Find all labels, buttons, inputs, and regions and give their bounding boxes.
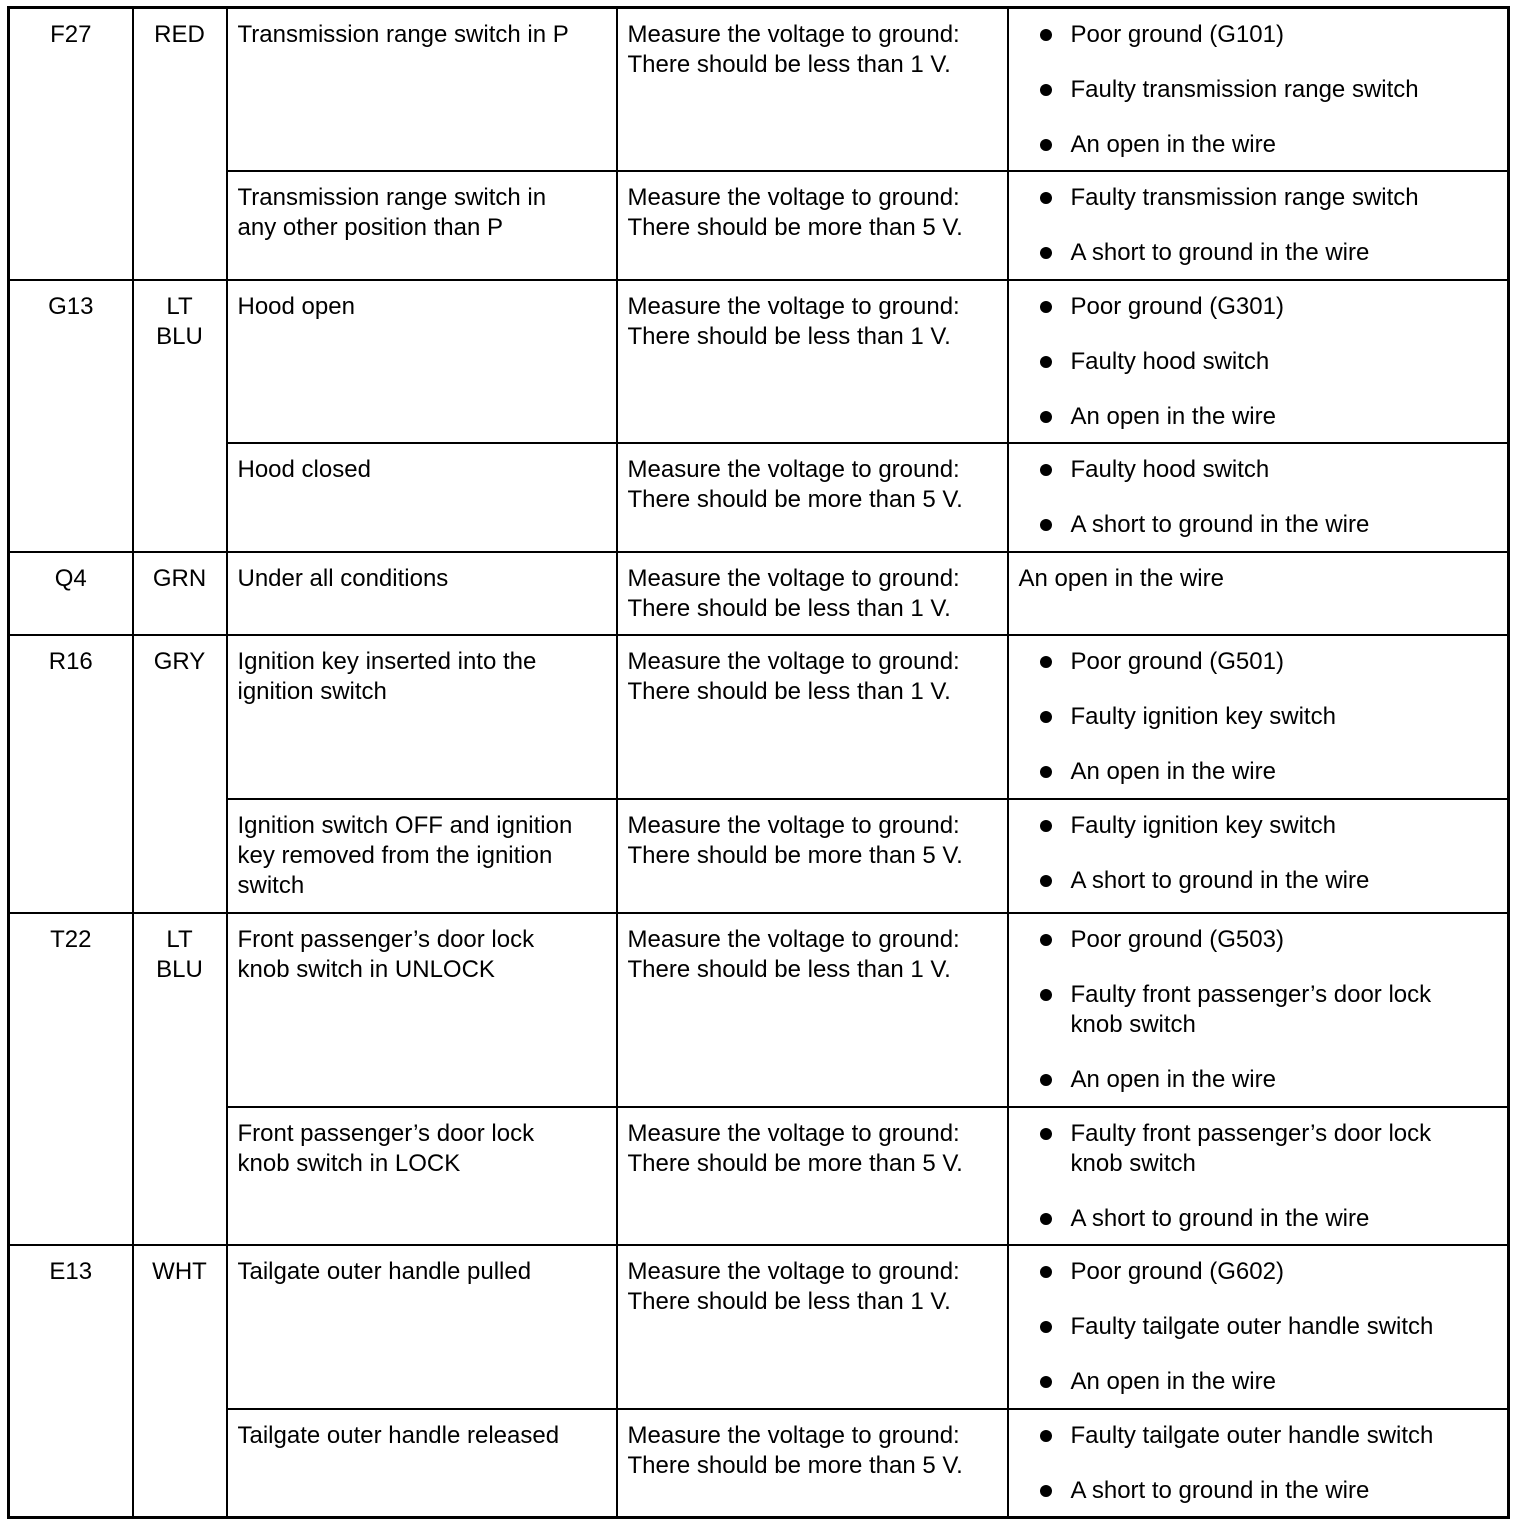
cause-text: A short to ground in the wire [1070,1476,1370,1504]
cause-item [1019,647,1498,677]
condition-text: Hood closed [237,455,371,483]
test-spec-cell [617,913,1008,1107]
cause-item [1019,402,1498,432]
condition-text: ignition switch [237,677,387,705]
terminal-cell [9,8,133,280]
test-spec-cell [617,443,1008,552]
condition-text: Tailgate outer handle pulled [237,1257,532,1285]
cause-text: An open in the wire [1070,1367,1276,1395]
cause-text: A short to ground in the wire [1070,238,1370,266]
bullet-icon [1040,766,1052,778]
cause-text: Faulty transmission range switch [1070,76,1419,103]
cause-item [1019,455,1498,485]
bullet-icon [1040,1266,1052,1278]
condition-text: Transmission range switch in P [237,21,569,48]
cause-text: Faulty transmission range switch [1070,183,1419,211]
possible-cause-cell [1008,635,1509,799]
table-row [9,171,1509,280]
test-spec-text: There should be less than 1 V. [627,1287,951,1315]
bullet-icon [1040,1213,1052,1225]
condition-cell [227,913,617,1107]
cause-item [1019,20,1498,50]
bullet-icon [1040,464,1052,476]
possible-cause-cell [1008,1245,1509,1409]
bullet-icon [1040,192,1052,204]
test-spec-text: There should be less than 1 V. [627,594,951,622]
wire-color-text: GRY [153,647,206,675]
table-row [9,913,1509,1107]
cause-item [1019,1312,1498,1342]
cause-item [1019,702,1498,732]
test-spec-cell [617,280,1008,443]
cause-item [1019,183,1498,213]
bullet-icon [1040,1128,1052,1140]
cause-text: A short to ground in the wire [1070,1204,1370,1232]
terminal-inspection-table [7,6,1510,1519]
test-spec-cell [617,1409,1008,1518]
table-row [9,799,1509,913]
test-spec-cell [617,1245,1008,1409]
terminal-cell [9,635,133,913]
test-spec-cell [617,171,1008,280]
table-row [9,8,1509,171]
test-spec-cell [617,799,1008,913]
condition-text: switch [237,871,305,899]
table-row [9,1107,1509,1245]
bullet-icon [1040,1074,1052,1086]
cause-item [1019,925,1498,955]
condition-cell [227,1245,617,1409]
cause-item [1019,347,1498,377]
cause-text: An open in the wire [1018,564,1224,592]
test-spec-cell [617,635,1008,799]
test-spec-text: There should be more than 5 V. [627,213,963,241]
wire-color-text: RED [154,21,205,48]
condition-cell [227,635,617,799]
test-spec-text: There should be less than 1 V. [627,677,951,705]
test-spec-text: Measure the voltage to ground: [627,1257,960,1285]
bullet-icon [1040,1376,1052,1388]
cause-text: A short to ground in the wire [1070,866,1370,894]
cause-item [1019,292,1498,322]
cause-list [1019,20,1498,160]
cause-list [1019,1257,1498,1397]
bullet-icon [1040,989,1052,1001]
cause-item [1019,1476,1498,1506]
test-spec-text: Measure the voltage to ground: [627,1119,960,1147]
test-spec-text: Measure the voltage to ground: [627,647,960,675]
cause-text: Faulty hood switch [1070,347,1270,375]
cause-item [1019,1119,1498,1179]
cause-item [1019,75,1498,105]
terminal-cell [9,552,133,635]
condition-text: key removed from the ignition [237,841,553,869]
condition-text: Hood open [237,292,355,320]
cause-text: An open in the wire [1070,757,1276,785]
cause-text: Faulty tailgate outer handle switch [1070,1421,1434,1449]
possible-cause-cell [1008,552,1509,635]
bullet-icon [1040,411,1052,423]
cause-item [1019,1204,1498,1234]
wire-color-cell [133,8,227,280]
test-spec-text: Measure the voltage to ground: [627,564,960,592]
wire-color-text: LT [166,292,193,320]
condition-cell [227,799,617,913]
terminal-label: T22 [50,925,92,953]
bullet-icon [1040,1430,1052,1442]
possible-cause-cell [1008,280,1509,443]
test-spec-text: There should be less than 1 V. [627,51,951,78]
terminal-label: F27 [50,21,92,48]
wire-color-text: LT [166,925,193,953]
wire-color-cell [133,552,227,635]
condition-text: Tailgate outer handle released [237,1421,560,1449]
terminal-label: Q4 [54,564,87,592]
possible-cause-cell [1008,1409,1509,1518]
cause-text: Faulty ignition key switch [1070,702,1336,730]
cause-list [1019,1421,1498,1506]
condition-cell [227,552,617,635]
bullet-icon [1040,301,1052,313]
terminal-cell [9,913,133,1245]
condition-text: knob switch in LOCK [237,1149,461,1177]
table-row [9,443,1509,552]
cause-text: Faulty ignition key switch [1070,811,1336,839]
test-spec-text: Measure the voltage to ground: [627,811,960,839]
wire-color-text: BLU [156,322,203,350]
condition-text: Front passenger’s door lock [237,1119,535,1147]
cause-list [1019,811,1498,896]
table-row [9,280,1509,443]
test-spec-cell [617,1107,1008,1245]
condition-text: Under all conditions [237,564,449,592]
terminal-label: R16 [48,647,93,675]
wire-color-cell [133,1245,227,1518]
cause-item [1019,811,1498,841]
test-spec-text: There should be more than 5 V. [627,1451,963,1479]
cause-text: Faulty front passenger’s door lock [1070,1119,1432,1147]
test-spec-text: There should be more than 5 V. [627,485,963,513]
possible-cause-cell [1008,8,1509,171]
possible-cause-cell [1008,799,1509,913]
cause-item [1019,1367,1498,1397]
condition-cell [227,8,617,171]
test-spec-text: Measure the voltage to ground: [627,292,960,320]
cause-text: An open in the wire [1070,402,1276,430]
bullet-icon [1040,1485,1052,1497]
table-row [9,552,1509,635]
bullet-icon [1040,1321,1052,1333]
condition-text: Ignition key inserted into the [237,647,537,675]
cause-list [1019,1119,1498,1234]
cause-list [1019,925,1498,1095]
condition-cell [227,280,617,443]
test-spec-text: Measure the voltage to ground: [627,925,960,953]
condition-text: Ignition switch OFF and ignition [237,811,573,839]
condition-cell [227,171,617,280]
condition-cell [227,1107,617,1245]
wire-color-cell [133,913,227,1245]
wire-color-text: WHT [152,1257,207,1285]
possible-cause-cell [1008,171,1509,280]
bullet-icon [1040,356,1052,368]
condition-text: knob switch in UNLOCK [237,955,495,983]
cause-item [1019,866,1498,896]
wire-color-cell [133,635,227,913]
test-spec-text: Measure the voltage to ground: [627,21,960,48]
cause-item [1019,757,1498,787]
table-row [9,635,1509,799]
test-spec-text: There should be more than 5 V. [627,841,963,869]
bullet-icon [1040,934,1052,946]
cause-item [1019,1065,1498,1095]
cause-item [1019,130,1498,160]
possible-cause-cell [1008,913,1509,1107]
cause-item [1019,238,1498,268]
bullet-icon [1040,29,1052,41]
condition-text: any other position than P [237,213,504,241]
cause-text: An open in the wire [1070,131,1276,158]
cause-text: Poor ground (G501) [1070,647,1284,675]
possible-cause-cell [1008,1107,1509,1245]
test-spec-cell [617,552,1008,635]
terminal-label: E13 [49,1257,93,1285]
wire-color-text: GRN [152,564,207,592]
cause-text: Faulty front passenger’s door lock [1070,980,1432,1008]
wire-color-cell [133,280,227,552]
possible-cause-cell [1008,443,1509,552]
cause-item [1019,510,1498,540]
condition-cell [227,1409,617,1518]
bullet-icon [1040,820,1052,832]
cause-text: Poor ground (G602) [1070,1257,1284,1285]
bullet-icon [1040,519,1052,531]
cause-item [1019,1257,1498,1287]
cause-list [1019,183,1498,268]
condition-text: Front passenger’s door lock [237,925,535,953]
test-spec-cell [617,8,1008,171]
test-spec-text: There should be more than 5 V. [627,1149,963,1177]
cause-text: An open in the wire [1070,1065,1276,1093]
cause-text: Poor ground (G503) [1070,925,1284,953]
cause-text: Poor ground (G301) [1070,292,1284,320]
condition-cell [227,443,617,552]
bullet-icon [1040,875,1052,887]
table-row [9,1245,1509,1409]
cause-text: knob switch [1070,1149,1196,1177]
cause-item [1019,980,1498,1040]
condition-text: Transmission range switch in [237,183,547,211]
table-row [9,1409,1509,1518]
cause-text: A short to ground in the wire [1070,510,1370,538]
bullet-icon [1040,711,1052,723]
cause-text: Poor ground (G101) [1070,21,1284,48]
cause-item [1019,1421,1498,1451]
bullet-icon [1040,84,1052,96]
terminal-cell [9,280,133,552]
terminal-label: G13 [48,292,94,320]
cause-list [1019,647,1498,787]
test-spec-text: Measure the voltage to ground: [627,1421,960,1449]
cause-list [1019,292,1498,432]
wire-color-text: BLU [156,955,203,983]
bullet-icon [1040,656,1052,668]
cause-text: knob switch [1070,1010,1196,1038]
test-spec-text: Measure the voltage to ground: [627,455,960,483]
cause-text: Faulty hood switch [1070,455,1270,483]
cause-list [1019,455,1498,540]
terminal-cell [9,1245,133,1518]
bullet-icon [1040,247,1052,259]
test-spec-text: Measure the voltage to ground: [627,183,960,211]
cause-text: Faulty tailgate outer handle switch [1070,1312,1434,1340]
test-spec-text: There should be less than 1 V. [627,322,951,350]
test-spec-text: There should be less than 1 V. [627,955,951,983]
bullet-icon [1040,139,1052,151]
